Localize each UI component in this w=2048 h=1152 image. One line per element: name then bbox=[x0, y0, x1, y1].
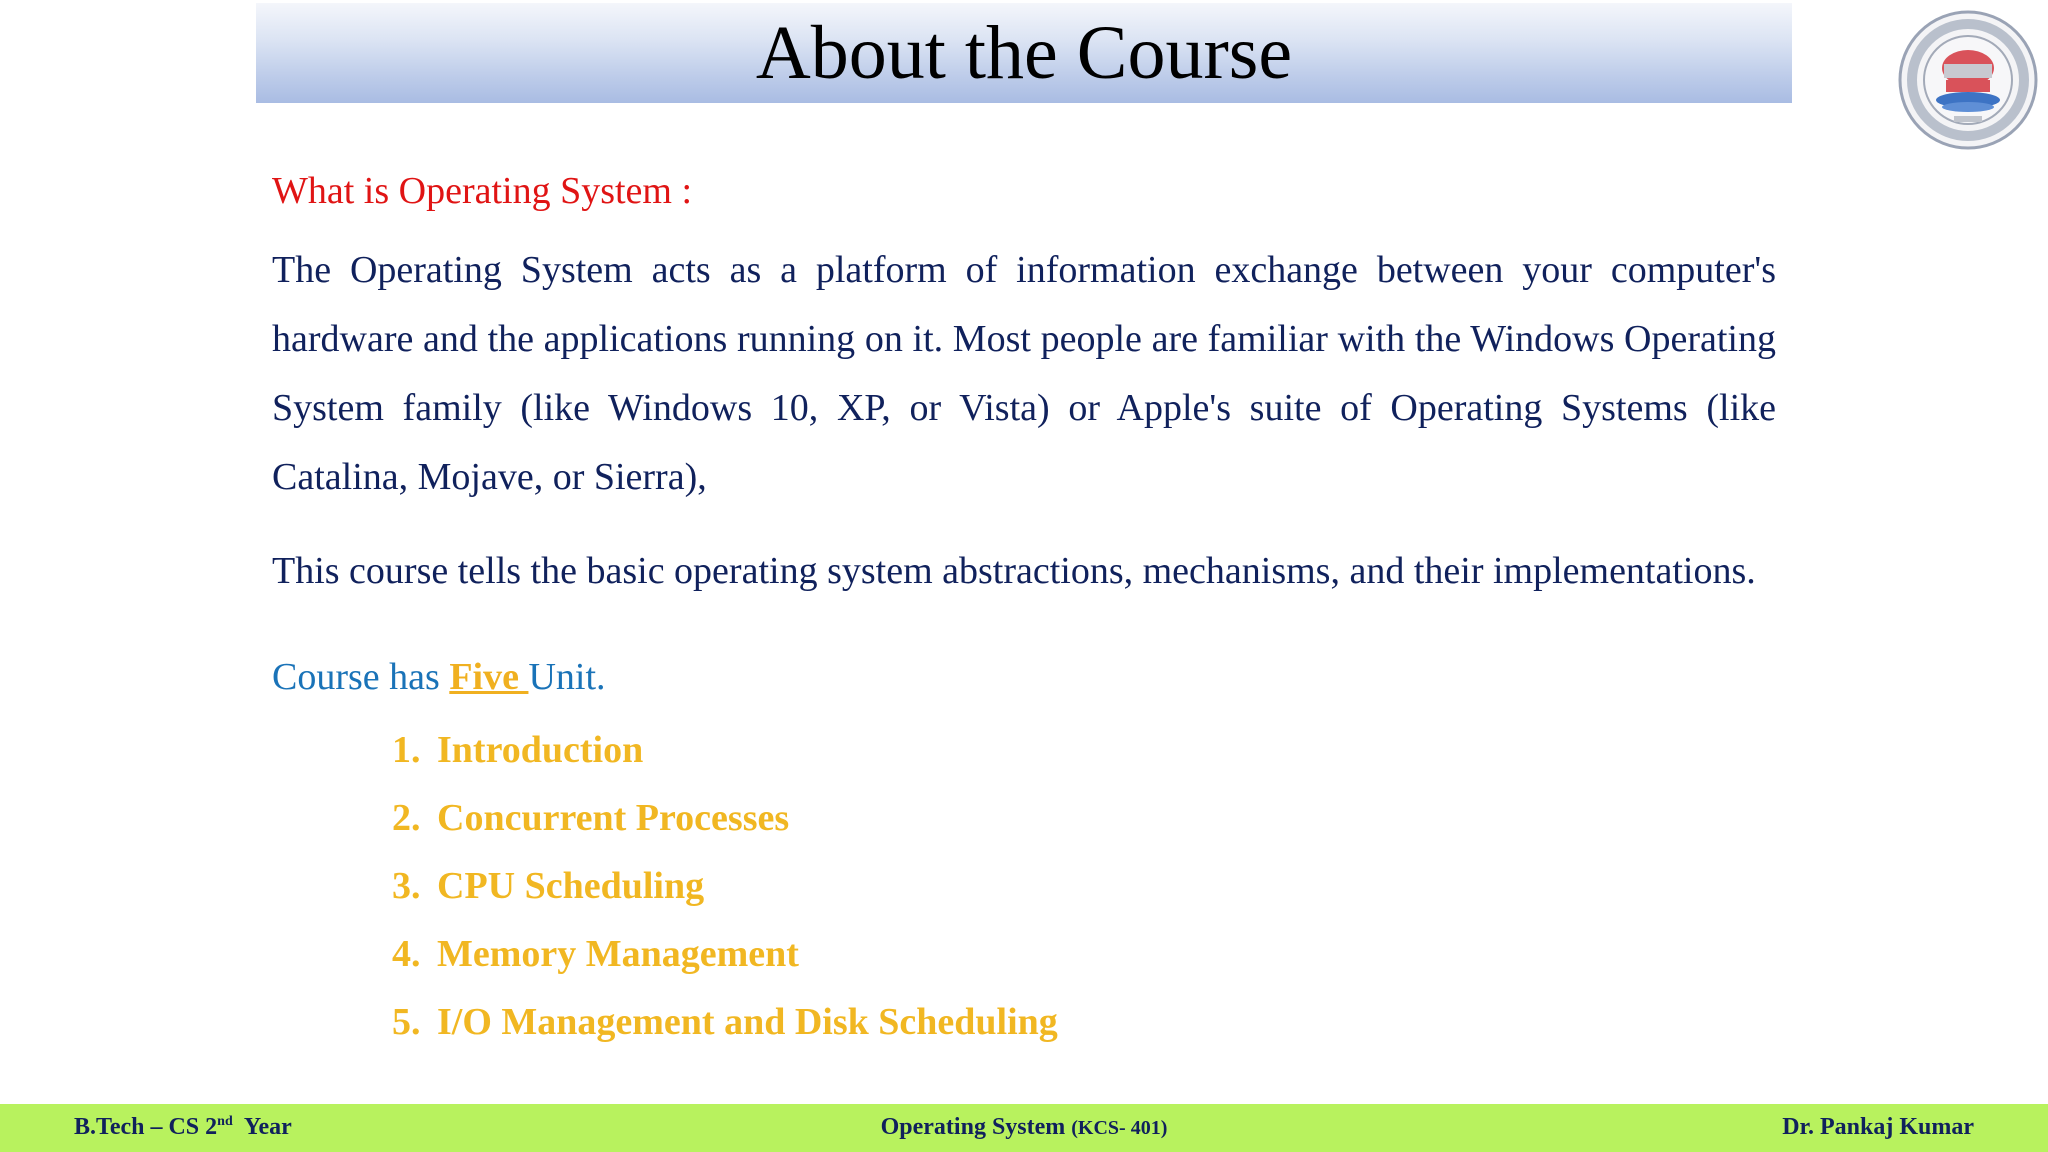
footer-left-suffix: Year bbox=[232, 1114, 292, 1140]
unit-label: Memory Management bbox=[437, 933, 799, 975]
slide-title: About the Course bbox=[755, 11, 1293, 95]
footer-left-prefix: B.Tech – CS 2 bbox=[74, 1114, 218, 1140]
os-description-paragraph: The Operating System acts as a platform of information exchange between your computer's hardware and the applications running on it. Most people are familiar with the Windows Operating System family (like Windows 10, XP, or Vista) or Apple's suite of Operating Systems (like Catalina, Mojave, or Sierra), bbox=[272, 249, 1776, 498]
course-description-paragraph: This course tells the basic operating system abstractions, mechanisms, and their implementations. bbox=[272, 550, 1756, 592]
unit-label: I/O Management and Disk Scheduling bbox=[437, 1001, 1058, 1043]
footer-left-sup: nd bbox=[217, 1114, 233, 1129]
unit-number: 4. bbox=[392, 933, 421, 975]
unit-label: Introduction bbox=[437, 729, 644, 771]
unit-list bbox=[392, 716, 1776, 1056]
footer-author: Dr. Pankaj Kumar bbox=[1782, 1114, 1974, 1140]
unit-item bbox=[392, 716, 1776, 784]
footer-subject bbox=[0, 1114, 2048, 1141]
unit-number: 1. bbox=[392, 729, 421, 771]
slide-content bbox=[272, 160, 1776, 1056]
unit-label: Concurrent Processes bbox=[437, 797, 790, 839]
course-has-suffix: Unit. bbox=[528, 656, 606, 698]
footer-subject-name: Operating System bbox=[880, 1114, 1072, 1140]
unit-count: Five bbox=[449, 656, 529, 698]
unit-item bbox=[392, 852, 1776, 920]
institution-seal-logo bbox=[1896, 8, 2040, 152]
unit-label: CPU Scheduling bbox=[437, 865, 705, 907]
unit-item bbox=[392, 988, 1776, 1056]
footer-subject-code: (KCS- 401) bbox=[1071, 1117, 1168, 1139]
title-bar bbox=[256, 3, 1792, 103]
unit-item bbox=[392, 920, 1776, 988]
course-has-prefix: Course has bbox=[272, 656, 450, 698]
unit-number: 2. bbox=[392, 797, 421, 839]
course-units-statement bbox=[272, 646, 1776, 708]
section-heading: What is Operating System : bbox=[272, 170, 693, 212]
unit-item bbox=[392, 784, 1776, 852]
unit-number: 3. bbox=[392, 865, 421, 907]
unit-number: 5. bbox=[392, 1001, 421, 1043]
footer-bar bbox=[0, 1104, 2048, 1152]
